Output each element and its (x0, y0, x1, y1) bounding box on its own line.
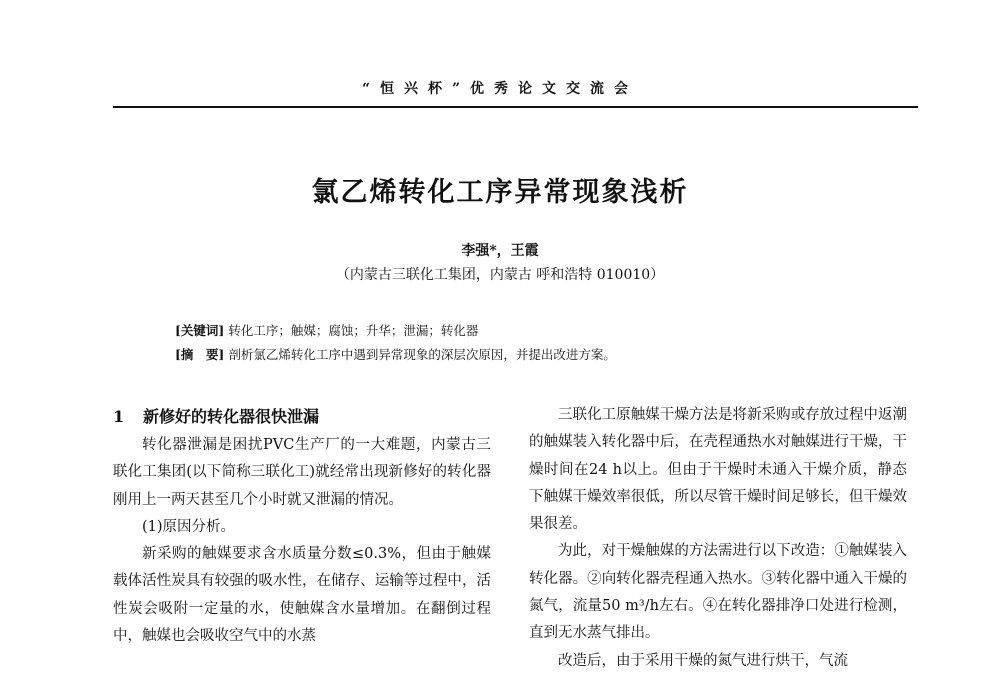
keywords-label: [关键词] (175, 323, 225, 338)
paragraph: 转化器泄漏是困扰PVC生产厂的一大难题，内蒙古三联化工集团(以下简称三联化工)就经常出现新修好的转化器刚用上一两天甚至几个小时就又泄漏的情况。 (113, 437, 491, 508)
abstract-text: 剖析氯乙烯转化工序中遇到异常现象的深层次原因，并提出改进方案。 (228, 347, 616, 362)
header-rule (113, 106, 918, 108)
left-column (113, 402, 491, 650)
paragraph: 三联化工原触媒干燥方法是将新采购或存放过程中返潮的触媒装入转化器中后，在壳程通热水对触媒进行干燥，干燥时间在24 h以上。但由于干燥时未通入干燥介质，静态下触媒干燥效率很低，所以尽管干燥时间足够长，但干燥效果很差。 (529, 407, 907, 533)
paragraph: (1)原因分析。 (142, 518, 236, 535)
affiliation: （内蒙古三联化工集团，内蒙古 呼和浩特 010010） (335, 267, 665, 283)
abstract-label: [摘 要] (175, 347, 225, 362)
section-title: 新修好的转化器很快泄漏 (143, 407, 320, 426)
authors: 李强*，王霞 (461, 243, 539, 259)
keywords-text: 转化工序；触媒；腐蚀；升华；泄漏；转化器 (228, 323, 479, 338)
section-number: 1 (113, 407, 125, 426)
right-column (529, 402, 907, 675)
paragraph: 为此，对干燥触媒的方法需进行以下改造：①触媒装入转化器。②向转化器壳程通入热水。③转化器中通入干燥的氮气，流量50 m³/h左右。④在转化器排净口处进行检测，直到无水蒸气排出。 (529, 543, 907, 642)
paper-title: 氯乙烯转化工序异常现象浅析 (311, 177, 689, 208)
running-header: “恒兴杯”优秀论文交流会 (361, 81, 639, 97)
section-heading (113, 402, 491, 432)
keywords-line (175, 321, 895, 339)
paragraph: 新采购的触媒要求含水质量分数≤0.3%，但由于触媒载体活性炭具有较强的吸水性，在储存、运输等过程中，活性炭会吸附一定量的水，使触媒含水量增加。在翻倒过程中，触媒也会吸收空气中的水蒸 (113, 546, 491, 645)
abstract-line (175, 345, 895, 363)
paragraph: 改造后，由于采用干燥的氮气进行烘干，气流 (558, 652, 848, 669)
